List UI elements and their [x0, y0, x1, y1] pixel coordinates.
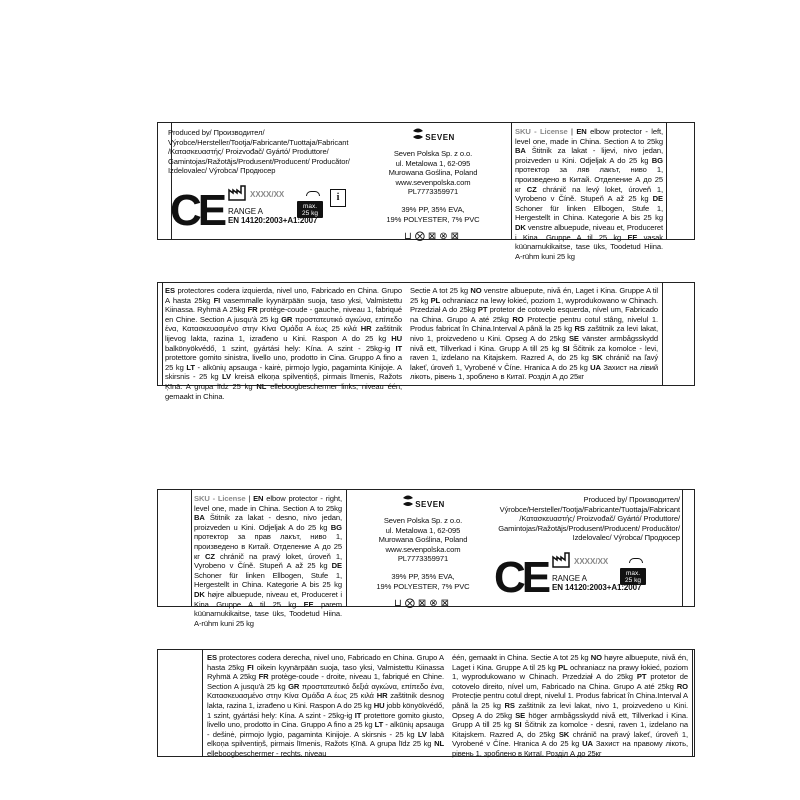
description-text: elbow protector - right, level one, made in China. Section A to 25kg BA Štitnik za lakat - desno, nivo jedan, proizveden u Kini. Odjeljak A do 25 kg BG протектор за прав лакът, ниво 1, произведено в Китай. Отделение А до 25 кг CZ chránič na pravý loket, úroveň 1, Vyrobeno v Číně. Stupeň A až 25 kg DE Schoner für linken Ellbogen, Stufe 1, Hergestellt in China. Kategorie A bis 25 kg DK højre albuepude, niveau et, Produceret i Kina Gruppe A til 25 kg EE parem küünarnukikaitse, tase üks, Toodetud Hiina. A-rühm kuni 25 kg: [194, 494, 342, 628]
label-right-elbow-front: [157, 489, 695, 628]
info-manual-icon: i: [330, 189, 346, 207]
care-icons: [348, 593, 498, 611]
producer-line: Produced by/ Производител/: [583, 495, 680, 504]
label-right-elbow-back: [157, 649, 695, 757]
no-bleach-icon: ⨂: [404, 598, 415, 610]
company-line: PL7773359971: [407, 187, 459, 197]
weight-icon: max. 25 kg: [620, 550, 646, 587]
wash-30-icon: ⊔: [404, 231, 412, 243]
multilang-column-1: ES protectores codera izquierda, nivel uno, Fabricado en China. Grupo A hasta 25kg FI vasemmalle kyynärpään suoja, taso yksi, Valmistettu Kiinassa. Ryhmä A 25kg FR protège-coude - gauche, niveau 1, fabriqué en Chine. Section A jusqu'à 25 kg GR προστατευτικό αγκώνα, επίπεδο ένα, Κατασκευασμένο στην Κίνα Ομάδα Α έως 25 κιλά HR zaštitnik lijevog lakta, razina 1, izrađeno u Kini. Raspon A do 25 kg HU balkönyökvédő, 1 szint, gyártási hely: Kína. A szint - 25kg-ig IT protettore gomito sinistra, livello uno, prodotto in Cina. Gruppo A fino a 25 kg LT - alkūnių apsauga - kairė, pirmojo lygio, pagaminta Kinijoje. A skirsnis - 25 kg LV kreisā elkoņa spilventiņš, pirmais līmenis, Ražots Ķīnā. A grupa līdz 25 kg NL elleboogbeschermer links, niveau één, gemaakt in China.: [165, 286, 402, 401]
company-line: ul. Metalowa 1, 62-095: [395, 158, 471, 168]
producer-line: Produced by/ Производител/: [168, 128, 265, 137]
no-dry-clean-icon: ⊗: [439, 231, 448, 243]
producer-line: /Κατασκευαστής/ Proizvođač/ Gyártó/ Produttore/: [168, 147, 329, 157]
material-line: 39% PP, 35% EVA,: [401, 204, 465, 214]
standard-label: EN 14120:2003+A1:2007: [228, 216, 318, 225]
company-line: Seven Polska Sp. z o.o.: [383, 516, 463, 525]
producer-line: Izdelovalec/ Výrobca/ Продюсер: [572, 533, 680, 543]
company-line: www.sevenpolska.com: [385, 544, 461, 554]
no-dry-clean-icon: ⊗: [429, 598, 438, 610]
company-line: Murowana Goślina, Poland: [378, 535, 468, 545]
producer-line: /Κατασκευαστής/ Proizvođač/ Gyártó/ Produttore/: [519, 514, 680, 524]
producer-line: Výrobce/Hersteller/Tootja/Fabricante/Tuottaja/Fabricant: [168, 137, 349, 147]
manufacturer-icon: [552, 552, 572, 573]
wash-30-icon: ⊔: [394, 598, 402, 610]
company-line: PL7773359971: [397, 554, 449, 564]
producer-line: Gamintojas/Ražotājs/Produsent/Producent/ Producător/: [498, 523, 680, 533]
material-line: 39% PP, 35% EVA,: [391, 571, 455, 581]
range-label: RANGE A: [552, 574, 587, 583]
manufacturer-icon: [228, 185, 248, 206]
production-date: XXXX/XX: [250, 190, 285, 199]
company-line: www.sevenpolska.com: [395, 177, 471, 187]
no-iron-icon: ⊠: [427, 231, 437, 243]
sku-label: SKU - License: [194, 494, 246, 503]
production-date: XXXX/XX: [574, 557, 609, 566]
company-line: Seven Polska Sp. z o.o.: [393, 149, 473, 158]
ce-mark: CE: [494, 553, 548, 602]
care-icons: [358, 226, 508, 244]
standard-label: EN 14120:2003+A1:2007: [552, 583, 642, 592]
material-line: 19% POLYESTER, 7% PVC: [386, 214, 480, 224]
description-text: elbow protector - left, level one, made in China. Section A to 25kg BA Štitnik za lakat - lijevi, nivo jedan, proizveden u Kini. Odjeljak A do 25 kg BG протектор за ляв лакът, ниво 1, произведено в Китай. Отделение А до 25 кг CZ chránič na levý loket, úroveň 1, Vyrobeno v Číně. Stupeň A až 25 kg DE Schoner für linken Ellbogen, Stufe 1, Hergestellt in China. Kategorie A bis 25 kg DK venstre albuepude, niveau et, Produceret i Kina. Gruppe A til 25 kg EE vasak küünarnukikaitse, tase üks, Toodetud Hiina. A-rühm kuni 25 kg: [515, 127, 664, 261]
multilang-column-2: één, gemaakt in China. Sectie A tot 25 kg NO høyre albuepute, nivå én, Laget i Kina. Gruppe A til 25 kg PL ochraniacz na prawy łokieć, poziom 1, wyprodukowano w Chinach. Przedział A do 25kg PT protetor de cotovelo direito, nível um, Fabricado na China. Grupo A até 25kg RO Protecție pentru cotul drept, nivelul 1. Produs fabricat în China.Interval A până la 25 kg RS zaštitnik za levi lakat, nivo 1, proizvedeno u Kini. Opseg A do 25kg SE höger armbågsskydd nivå ett, Tillverkad i Kina. Grupp A till 25 kg SI Ščitnik za komolce - desni, raven 1, izdelano na Kitajskem. Razred A, do 25kg SK chránič na pravý lakeť, úroveň 1, Vyrobené v Číne. Hranica A do 25 kg UA Захист на правому лікоть, рівень 1, зроблено в Китаї. Розділ А до 25кг: [452, 653, 689, 758]
label-left-elbow-back: [157, 282, 695, 401]
no-tumble-dry-icon: ⊠: [450, 231, 459, 243]
company-line: Murowana Goślina, Poland: [388, 168, 478, 178]
sku-label: SKU - License: [515, 127, 568, 136]
company-line: ul. Metalowa 1, 62-095: [385, 525, 461, 535]
seven-logo-icon: SEVEN: [348, 494, 498, 512]
en-description: SKU - License | EN elbow protector - right, level one, made in China. Section A to 25kg BA Štitnik za lakat - desno, nivo jedan, proizveden u Kini. Odjeljak A do 25 kg BG протектор за прав лакът, ниво 1, произведено в Китай. Отделение А до 25 кг CZ chránič na pravý loket, úroveň 1, Vyrobeno v Číně. Stupeň A až 25 kg DE Schoner für linken Ellbogen, Stufe 1, Hergestellt in China. Kategorie A bis 25 kg DK højre albuepude, niveau et, Produceret i Kina Gruppe A til 25 kg EE parem küünarnukikaitse, tase üks, Toodetud Hiina. A-rühm kuni 25 kg: [194, 494, 342, 628]
range-label: RANGE A: [228, 207, 263, 216]
producer-line: Gamintojas/Ražotājs/Produsent/Producent/ Producător/: [168, 156, 350, 166]
en-description: SKU - License | EN elbow protector - left, level one, made in China. Section A to 25kg BA Štitnik za lakat - lijevi, nivo jedan, proizveden u Kini. Odjeljak A do 25 kg BG протектор за ляв лакът, ниво 1, произведено в Китай. Отделение А до 25 кг CZ chránič na levý loket, úroveň 1, Vyrobeno v Číně. Stupeň A až 25 kg DE Schoner für linken Ellbogen, Stufe 1, Hergestellt in China. Kategorie A bis 25 kg DK venstre albuepude, niveau et, Produceret i Kina. Gruppe A til 25 kg EE vasak küünarnukikaitse, tase üks, Toodetud Hiina. A-rühm kuni 25 kg: [515, 127, 664, 261]
ce-mark: CE: [170, 186, 224, 235]
weight-icon: max. 25 kg: [297, 183, 323, 220]
producer-line: Výrobce/Hersteller/Tootja/Fabricante/Tuottaja/Fabricant: [499, 504, 680, 514]
no-bleach-icon: ⨂: [414, 231, 425, 243]
multilang-column-2: Sectie A tot 25 kg NO venstre albuepute, nivå én, Laget i Kina. Gruppe A til 25 kg PL ochraniacz na lewy łokieć, poziom 1, wyprodukowano w Chinach. Przedział A do 25kg PT protetor de cotovelo esquerda, nível um, Fabricado na China. Grupo A até 25kg RO Protecție pentru cotul stâng, nivelul 1. Produs fabricat în China.Interval A până la 25 kg RS zaštitnik za levi lakat, nivo 1, proizvedeno u Kini. Opseg A do 25kg SE vänster armbågsskydd nivå ett, Tillverkad i Kina. Grupp A till 25 kg SI Ščitnik za komolce - levi, raven 1, izdelano na Kitajskem. Razred A, do 25 kg SK chránič na ľavý lakeť, úroveň 1, Vyrobené v Číne. Hranica A do 25 kg UA Захист на лівий лікоть, рівень 1, зроблено в Китаї. Розділ А до 25кг: [410, 286, 659, 382]
company-block: [358, 123, 508, 243]
no-tumble-dry-icon: ⊠: [440, 598, 449, 610]
seven-logo-icon: SEVEN: [358, 127, 508, 145]
label-left-elbow-front: [157, 122, 695, 261]
no-iron-icon: ⊠: [417, 598, 427, 610]
material-line: 19% POLYESTER, 7% PVC: [376, 581, 470, 591]
producer-line: Izdelovalec/ Výrobca/ Продюсер: [168, 166, 276, 176]
company-block: [348, 490, 498, 610]
multilang-column-1: ES protectores codera derecha, nivel uno, Fabricado en China. Grupo A hasta 25kg FI oikein kyynärpään suoja, taso yksi, Valmistettu Kiinassa Ryhmä A 25kg FR protège-coude - droite, niveau 1, fabriqué en Chine. Section A jusqu'à 25 kg GR προστατευτικό δεξιά αγκώνα, επίπεδο ένα, Κατασκευασμένο στην Κίνα Ομάδα Α έως 25 κιλά HR zaštitnik desnog lakta, razina 1, izrađeno u Kini. Raspon A do 25 kg HU jobb könyökvédő, 1 szint, gyártási hely: Kína. A szint - 25kg-ig IT protettore gomito giusto, livello uno, prodotto in Cina. Gruppo A fino a 25 kg LT - alkūnių apsauga - dešinė, pirmojo lygio, pagaminta Kinijoje. A skirsnis - 25 kg LV labā elkoņa spilventiņš, pirmais līmenis, Ražots Ķīnā. A grupa līdz 25 kg NL elleboogbeschermer - rechts, niveau: [207, 653, 445, 758]
